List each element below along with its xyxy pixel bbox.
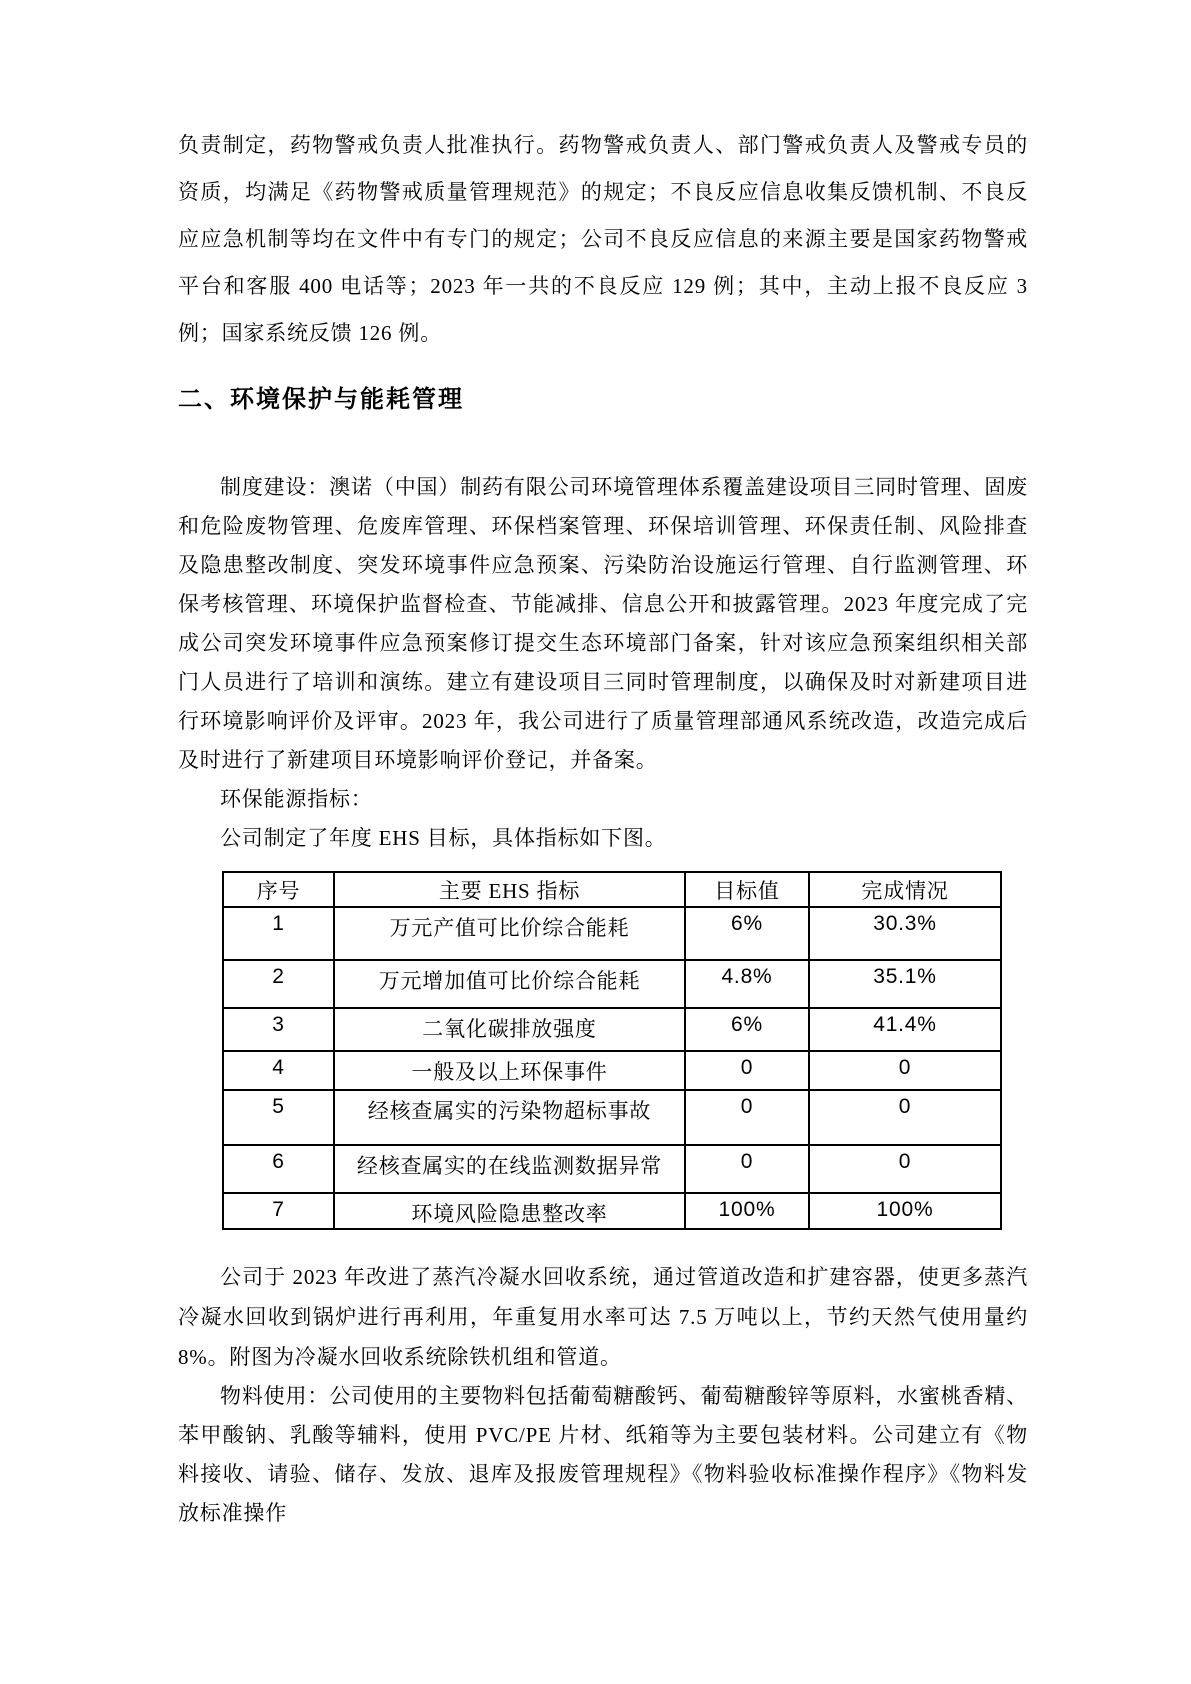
target-cell: 4.8% — [685, 960, 809, 1008]
header-target: 目标值 — [685, 872, 809, 907]
ehs-goal-line: 公司制定了年度 EHS 目标，具体指标如下图。 — [220, 826, 667, 850]
steam-recovery-paragraph: 公司于 2023 年改进了蒸汽冷凝水回收系统，通过管道改造和扩建容器，使更多蒸汽冷凝水回收到锅炉进行再利用，年重复用水率可达 7.5 万吨以上，节约天然气使用量约 8%。附图为冷凝水回收系统除铁机组和管道。 — [178, 1265, 1028, 1369]
table-row — [223, 1145, 1001, 1193]
row-number-cell: 4 — [223, 1051, 334, 1090]
indicator-cell: 一般及以上环保事件 — [334, 1051, 685, 1090]
header-indicator: 主要 EHS 指标 — [334, 872, 685, 907]
row-number-cell: 5 — [223, 1090, 334, 1145]
table-row — [223, 1051, 1001, 1090]
row-number-cell: 1 — [223, 907, 334, 960]
table-header-row — [223, 872, 1001, 907]
row-number-cell: 6 — [223, 1145, 334, 1193]
pharmacovigilance-paragraph: 负责制定，药物警戒负责人批准执行。药物警戒负责人、部门警戒负责人及警戒专员的资质，均满足《药物警戒质量管理规范》的规定；不良反应信息收集反馈机制、不良反应应急机制等均在文件中有专门的规定；公司不良反应信息的来源主要是国家药物警戒平台和客服 400 电话等；2023 年一共的不良反应 129 例；其中，主动上报不良反应 3 例；国家系统反馈 126 例。 — [178, 133, 1028, 345]
table-row — [223, 907, 1001, 960]
row-number-cell: 3 — [223, 1008, 334, 1051]
completion-cell: 41.4% — [809, 1008, 1001, 1051]
indicator-cell: 经核查属实的污染物超标事故 — [334, 1090, 685, 1145]
target-cell: 6% — [685, 1008, 809, 1051]
target-cell: 0 — [685, 1090, 809, 1145]
completion-cell: 35.1% — [809, 960, 1001, 1008]
table-row — [223, 960, 1001, 1008]
table-row — [223, 1008, 1001, 1051]
indicator-cell: 二氧化碳排放强度 — [334, 1008, 685, 1051]
completion-cell: 0 — [809, 1051, 1001, 1090]
row-number-cell: 2 — [223, 960, 334, 1008]
target-cell: 0 — [685, 1145, 809, 1193]
row-number-cell: 7 — [223, 1193, 334, 1229]
ehs-label-line: 环保能源指标： — [220, 787, 373, 811]
target-cell: 0 — [685, 1051, 809, 1090]
indicator-cell: 万元产值可比价综合能耗 — [334, 907, 685, 960]
system-construction-paragraph: 制度建设：澳诺（中国）制药有限公司环境管理体系覆盖建设项目三同时管理、固废和危险废物管理、危废库管理、环保档案管理、环保培训管理、环保责任制、风险排查及隐患整改制度、突发环境事件应急预案、污染防治设施运行管理、自行监测管理、环保考核管理、环境保护监督检查、节能减排、信息公开和披露管理。2023 年度完成了完成公司突发环境事件应急预案修订提交生态环境部门备案，针对该应急预案组织相关部门人员进行了培训和演练。建立有建设项目三同时管理制度，以确保及时对新建项目进行环境影响评价及评审。2023 年，我公司进行了质量管理部通风系统改造，改造完成后及时进行了新建项目环境影响评价登记，并备案。 — [178, 475, 1028, 772]
header-no: 序号 — [223, 872, 334, 907]
indicator-cell: 万元增加值可比价综合能耗 — [334, 960, 685, 1008]
completion-cell: 0 — [809, 1090, 1001, 1145]
table-row — [223, 1090, 1001, 1145]
completion-cell: 100% — [809, 1193, 1001, 1229]
target-cell: 6% — [685, 907, 809, 960]
indicator-cell: 环境风险隐患整改率 — [334, 1193, 685, 1229]
ehs-indicators-table — [222, 871, 1002, 1230]
table-row — [223, 1193, 1001, 1229]
page-content — [178, 122, 1028, 1533]
completion-cell: 0 — [809, 1145, 1001, 1193]
section-heading: 二、环境保护与能耗管理 — [178, 386, 464, 413]
indicator-cell: 经核查属实的在线监测数据异常 — [334, 1145, 685, 1193]
completion-cell: 30.3% — [809, 907, 1001, 960]
target-cell: 100% — [685, 1193, 809, 1229]
material-use-paragraph: 物料使用：公司使用的主要物料包括葡萄糖酸钙、葡萄糖酸锌等原料，水蜜桃香精、苯甲酸钠、乳酸等辅料，使用 PVC/PE 片材、纸箱等为主要包装材料。公司建立有《物料接收、请验、储存、发放、退库及报废管理规程》《物料验收标准操作程序》《物料发放标准操作 — [178, 1384, 1028, 1525]
header-completion: 完成情况 — [809, 872, 1001, 907]
